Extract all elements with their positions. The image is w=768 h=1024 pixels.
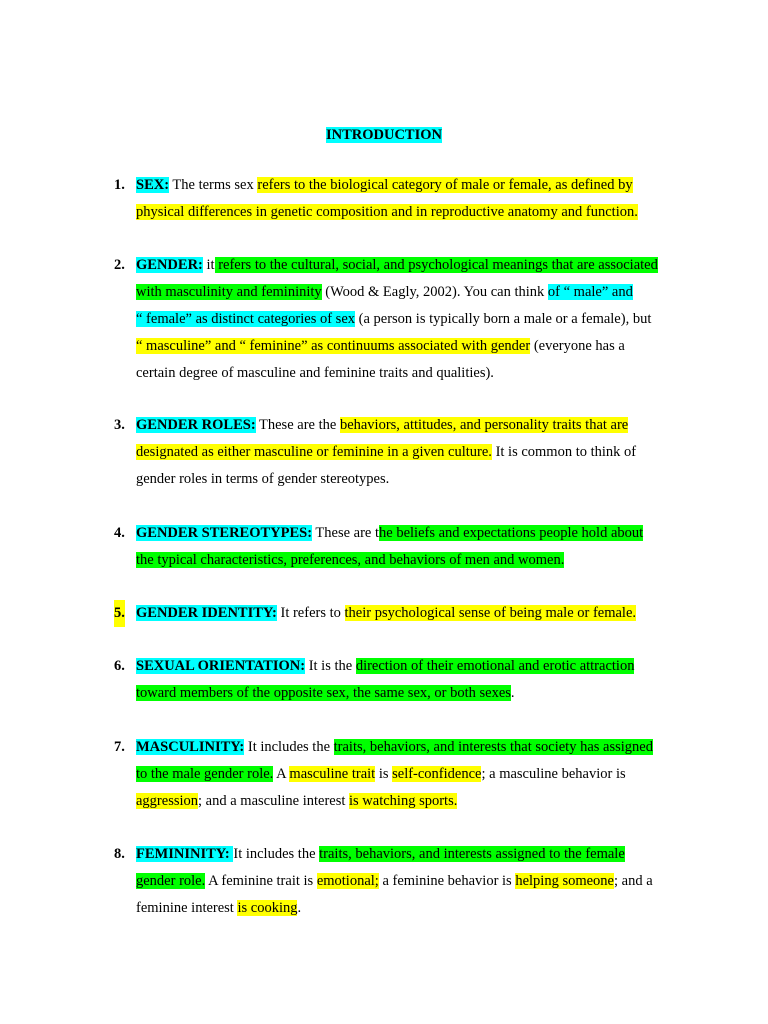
body-text: a feminine behavior is bbox=[378, 873, 516, 889]
list-item-text bbox=[136, 172, 696, 226]
text-line bbox=[136, 360, 696, 387]
text-line bbox=[136, 895, 696, 922]
term-label: SEX: bbox=[136, 177, 170, 193]
term-label: GENDER IDENTITY: bbox=[136, 605, 277, 621]
highlighted-text: “ masculine” and “ feminine” as continuums associated with gender bbox=[136, 338, 531, 354]
term-label: GENDER STEREOTYPES: bbox=[136, 525, 313, 541]
text-line bbox=[136, 761, 696, 788]
highlighted-text: traits, behaviors, and interests assigned to the female bbox=[319, 846, 625, 862]
highlighted-text: refers to the biological category of male or female, as defined by bbox=[257, 177, 633, 193]
term-label: FEMININITY: bbox=[136, 846, 234, 862]
term-label: MASCULINITY: bbox=[136, 739, 245, 755]
body-text: gender roles in terms of gender stereotypes. bbox=[136, 471, 390, 487]
body-text: . bbox=[510, 685, 515, 701]
highlighted-text: helping someone bbox=[515, 873, 614, 889]
highlighted-text: of “ male” and bbox=[547, 284, 633, 300]
highlighted-text: emotional; bbox=[316, 873, 379, 889]
highlighted-text: to the male gender role. bbox=[136, 766, 274, 782]
text-line bbox=[136, 172, 696, 199]
term-label: SEXUAL ORIENTATION: bbox=[136, 658, 306, 674]
text-line bbox=[136, 466, 696, 493]
body-text: It is the bbox=[305, 658, 356, 674]
body-text: ; and a masculine interest bbox=[198, 793, 350, 809]
body-text: A bbox=[273, 766, 290, 782]
body-text: ; and a bbox=[614, 873, 653, 889]
highlighted-text: the typical characteristics, preferences, and behaviors of men and women. bbox=[136, 552, 565, 568]
list-item-text bbox=[136, 600, 696, 627]
text-line bbox=[136, 600, 696, 627]
text-line bbox=[136, 680, 696, 707]
highlighted-text: designated as either masculine or feminine in a given culture. bbox=[136, 444, 492, 460]
highlighted-text: traits, behaviors, and interests that society has assigned bbox=[333, 739, 653, 755]
highlighted-text: behaviors, attitudes, and personality traits that are bbox=[339, 417, 629, 433]
list-item-number: 3. bbox=[114, 417, 125, 433]
body-text: it bbox=[202, 257, 215, 273]
body-text: It includes the bbox=[244, 739, 334, 755]
list-item-text bbox=[136, 412, 696, 493]
text-line bbox=[136, 439, 696, 466]
body-text: It refers to bbox=[276, 605, 345, 621]
text-line bbox=[136, 279, 696, 306]
body-text: It is common to think of bbox=[491, 444, 637, 460]
body-text: (a person is typically born a male or a female), but bbox=[355, 311, 652, 327]
body-text: . bbox=[297, 900, 302, 916]
body-text: (everyone has a bbox=[530, 338, 625, 354]
highlighted-text: their psychological sense of being male or female. bbox=[344, 605, 637, 621]
highlighted-text: is watching sports. bbox=[349, 793, 458, 809]
page-title bbox=[0, 125, 768, 145]
text-line bbox=[136, 520, 696, 547]
highlighted-text: with masculinity and femininity bbox=[136, 284, 322, 300]
body-text: A feminine trait is bbox=[205, 873, 317, 889]
list-item-text bbox=[136, 841, 696, 922]
list-item-text bbox=[136, 520, 696, 574]
highlighted-text: refers to the cultural, social, and psychological meanings that are associated bbox=[214, 257, 658, 273]
highlighted-text: he beliefs and expectations people hold about bbox=[379, 525, 644, 541]
body-text: The terms sex bbox=[169, 177, 258, 193]
body-text: feminine interest bbox=[136, 900, 238, 916]
text-line bbox=[136, 306, 696, 333]
highlighted-text: masculine trait bbox=[289, 766, 376, 782]
text-line bbox=[136, 734, 696, 761]
text-line bbox=[136, 841, 696, 868]
text-line bbox=[136, 199, 696, 226]
highlighted-text: toward members of the opposite sex, the same sex, or both sexes bbox=[136, 685, 511, 701]
list-item-number: 2. bbox=[114, 257, 125, 273]
text-line bbox=[136, 252, 696, 279]
list-item-number: 8. bbox=[114, 846, 125, 862]
list-item-number: 5. bbox=[114, 600, 125, 627]
body-text: (Wood & Eagly, 2002). You can think bbox=[321, 284, 548, 300]
term-label: GENDER: bbox=[136, 257, 203, 273]
list-item-text bbox=[136, 653, 696, 707]
body-text: These are t bbox=[312, 525, 380, 541]
text-line bbox=[136, 653, 696, 680]
highlighted-text: direction of their emotional and erotic attraction bbox=[355, 658, 635, 674]
body-text: ; a masculine behavior is bbox=[481, 766, 626, 782]
highlighted-text: “ female” as distinct categories of sex bbox=[136, 311, 356, 327]
highlighted-text: aggression bbox=[136, 793, 199, 809]
highlighted-text: self-confidence bbox=[392, 766, 482, 782]
list-item-number: 4. bbox=[114, 525, 125, 541]
text-line bbox=[136, 412, 696, 439]
list-item-text bbox=[136, 734, 696, 815]
list-item-text bbox=[136, 252, 696, 387]
body-text: certain degree of masculine and feminine traits and qualities). bbox=[136, 365, 494, 381]
highlighted-text: gender role. bbox=[136, 873, 206, 889]
text-line bbox=[136, 868, 696, 895]
list-item-number: 6. bbox=[114, 658, 125, 674]
text-line bbox=[136, 333, 696, 360]
highlighted-text: physical differences in genetic composition and in reproductive anatomy and function. bbox=[136, 204, 638, 220]
title-text: INTRODUCTION bbox=[325, 127, 442, 143]
body-text: It includes the bbox=[233, 846, 320, 862]
text-line bbox=[136, 547, 696, 574]
list-item-number: 1. bbox=[114, 177, 125, 193]
text-line bbox=[136, 788, 696, 815]
list-item-number: 7. bbox=[114, 739, 125, 755]
term-label: GENDER ROLES: bbox=[136, 417, 256, 433]
highlighted-text: is cooking bbox=[237, 900, 298, 916]
body-text: These are the bbox=[255, 417, 340, 433]
body-text: is bbox=[375, 766, 393, 782]
